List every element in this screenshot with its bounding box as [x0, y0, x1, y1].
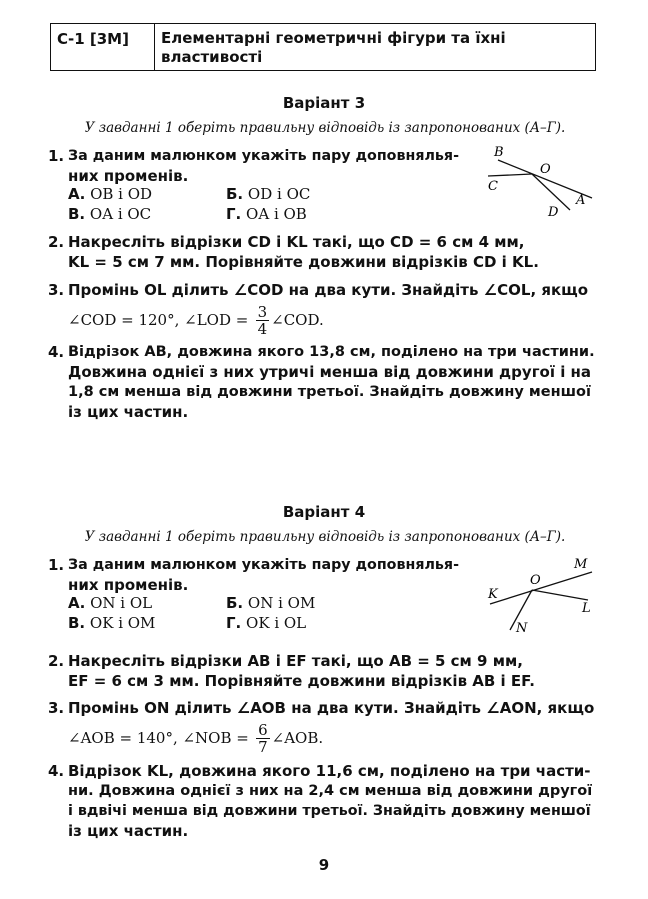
variant-4-title: Варіант 4 [282, 503, 366, 521]
answer-option: Б. ON і OM [226, 594, 316, 612]
task-text: 1,8 см менша від довжини третьої. Знайдіть довжину меншої [68, 384, 591, 400]
point-label: O [530, 573, 541, 588]
fraction: $\frac{3}{4}$ [257, 303, 268, 338]
task-text: Накресліть відрізки CD і KL такі, що CD = 6 см 4 мм, [68, 233, 525, 251]
fraction: $\frac{6}{7}$ [258, 721, 268, 756]
ray-line [490, 572, 592, 604]
task-text: Промінь ON ділить ∠AOB на два кути. Знайдіть ∠AON, якщо [68, 699, 595, 717]
worksheet-code: С-1 [3М] [51, 24, 155, 70]
variant-3-title: Варіант 3 [282, 94, 366, 112]
point-label: M [574, 557, 588, 572]
task-number: 2. [48, 652, 65, 670]
task-text: Накресліть відрізки AB і EF такі, що AB = 5 см 9 мм, [68, 652, 523, 670]
v4-rays-figure [480, 554, 600, 640]
variant-3-instruction: У завданні 1 оберіть правильну відповідь із запропонованих (А–Г). [84, 120, 566, 136]
v4-task-1-options [68, 593, 384, 633]
task-text: За даним малюнком укажіть пару доповнялья- [68, 557, 459, 573]
v3-task-1-options [68, 184, 384, 224]
v3-rays-figure [480, 140, 600, 224]
v3-task-3 [44, 280, 596, 337]
topic-title-line: Елементарні геометричні фігури та їхні [161, 29, 506, 47]
answer-option: Г. OA і OB [226, 205, 307, 223]
answer-option: Б. OD і OC [226, 185, 311, 203]
v3-task-2 [44, 232, 596, 272]
topic-header [50, 23, 596, 71]
v4-task-2 [44, 651, 596, 691]
task-text: ни. Довжина однієї з них на 2,4 см менша від довжини другої [68, 783, 593, 799]
variant-4-instruction: У завданні 1 оберіть правильну відповідь із запропонованих (А–Г). [84, 529, 566, 545]
point-label: O [540, 162, 551, 177]
task-text: Відрізок AB, довжина якого 13,8 см, поділено на три частини. [68, 344, 595, 360]
v4-task-1 [44, 555, 464, 595]
task-equation: ∠COD = 120°, ∠LOD = $\frac{3}{4}$ ∠COD. [68, 303, 324, 338]
task-equation: ∠AOB = 140°, ∠NOB = $\frac{6}{7}$ ∠AOB. [68, 721, 324, 756]
v4-task-3 [44, 698, 596, 755]
topic-title-line: властивості [161, 48, 263, 66]
topic-title [155, 24, 595, 70]
task-text: них променів. [68, 576, 189, 594]
task-number: 3. [48, 281, 65, 299]
task-text: Промінь OL ділить ∠COD на два кути. Знайдіть ∠COL, якщо [68, 281, 589, 299]
point-label: C [488, 179, 498, 194]
point-label: N [516, 621, 528, 636]
task-text: них променів. [68, 167, 189, 185]
task-text: Відрізок KL, довжина якого 11,6 см, поділено на три части- [68, 762, 591, 780]
task-text: За даним малюнком укажіть пару доповнялья- [68, 148, 459, 164]
v4-task-4 [44, 761, 596, 841]
v3-task-4 [44, 342, 596, 422]
task-text: KL = 5 см 7 мм. Порівняйте довжини відрізків CD і KL. [68, 253, 539, 271]
task-number: 4. [48, 343, 65, 361]
v3-task-1 [44, 146, 464, 186]
task-number: 2. [48, 233, 65, 251]
ray-line [488, 174, 532, 176]
answer-option: А. ON і OL [68, 594, 153, 612]
point-label: B [494, 145, 504, 160]
point-label: A [576, 193, 586, 208]
answer-option: В. OK і OM [68, 614, 156, 632]
task-text: із цих частин. [68, 822, 189, 840]
task-number: 3. [48, 699, 65, 717]
answer-option: А. OB і OD [68, 185, 153, 203]
task-text: EF = 6 см 3 мм. Порівняйте довжини відрізків AB і EF. [68, 672, 535, 690]
task-text: і вдвічі менша від довжини третьої. Знайдіть довжину меншої [68, 803, 591, 819]
ray-line [532, 590, 588, 600]
task-number: 4. [48, 762, 65, 780]
point-label: L [582, 601, 591, 616]
answer-option: Г. OK і OL [226, 614, 307, 632]
task-text: Довжина однієї з них утричі менша від довжини другої і на [68, 363, 592, 381]
point-label: K [488, 587, 498, 602]
task-number: 1. [48, 556, 65, 574]
page-number: 9 [318, 856, 330, 874]
task-number: 1. [48, 147, 65, 165]
point-label: D [548, 205, 559, 220]
answer-option: В. OA і OC [68, 205, 152, 223]
task-text: із цих частин. [68, 403, 189, 421]
